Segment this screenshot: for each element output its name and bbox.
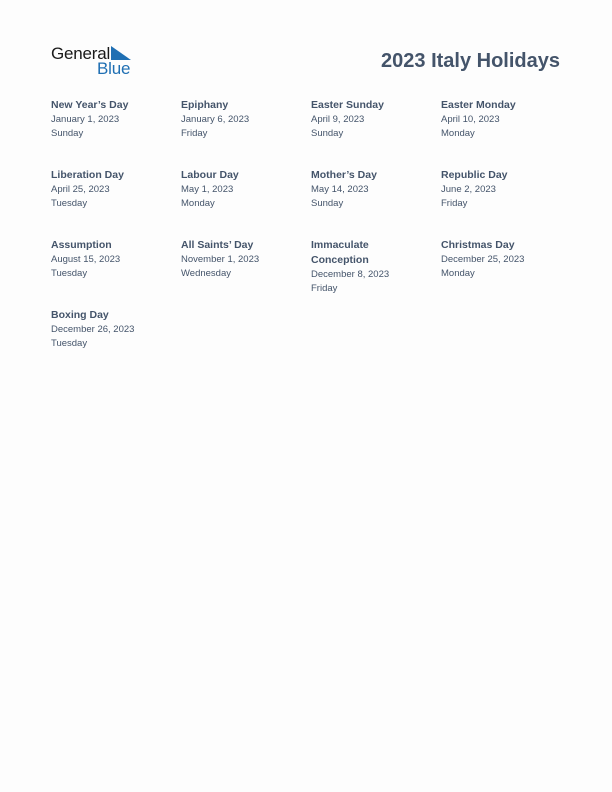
holiday-weekday: Friday [181,128,208,139]
holiday-name: All Saints’ Day [181,239,254,251]
holiday-weekday: Monday [181,198,215,209]
holiday-item [181,238,311,308]
holiday-date: April 9, 2023 [311,114,365,125]
holiday-name: Easter Sunday [311,99,384,111]
holiday-date: April 25, 2023 [51,184,110,195]
holiday-name: Liberation Day [51,169,124,181]
holiday-item [441,98,571,168]
holiday-item [311,98,441,168]
holiday-date: June 2, 2023 [441,184,496,195]
holiday-date: April 10, 2023 [441,114,500,125]
holiday-item [51,308,181,378]
holiday-item [441,238,571,308]
holiday-item [51,238,181,308]
holiday-date: August 15, 2023 [51,254,121,265]
logo-word-blue: Blue [97,59,131,78]
holiday-item [441,168,571,238]
holiday-date: January 1, 2023 [51,114,120,125]
holiday-name: Mother’s Day [311,169,377,181]
holiday-item [51,168,181,238]
holiday-weekday: Tuesday [51,198,88,209]
holiday-name: Boxing Day [51,309,109,321]
holiday-item [181,98,311,168]
holiday-item [181,168,311,238]
logo-word-general: General [51,44,111,63]
holiday-date: January 6, 2023 [181,114,250,125]
holiday-item [311,168,441,238]
holiday-name: Republic Day [441,169,508,181]
holiday-weekday: Friday [311,283,338,294]
holiday-name: Easter Monday [441,99,516,111]
holiday-date: May 1, 2023 [181,184,234,195]
holiday-weekday: Friday [441,198,468,209]
page-title: 2023 Italy Holidays [381,50,560,72]
holiday-grid [51,98,571,378]
holiday-name: Immaculate Conception [311,239,369,266]
holiday-name: Labour Day [181,169,239,181]
generalblue-logo [50,44,140,78]
holiday-weekday: Sunday [311,198,344,209]
holiday-weekday: Sunday [311,128,344,139]
holiday-weekday: Monday [441,128,475,139]
holiday-date: December 8, 2023 [311,269,390,280]
holiday-weekday: Tuesday [51,338,88,349]
holiday-weekday: Wednesday [181,268,231,279]
holiday-item [51,98,181,168]
holiday-name: Christmas Day [441,239,515,251]
holiday-weekday: Tuesday [51,268,88,279]
holiday-name: Assumption [51,239,112,251]
holiday-date: May 14, 2023 [311,184,369,195]
holiday-item [311,238,441,308]
holiday-date: December 26, 2023 [51,324,135,335]
holiday-name: New Year’s Day [51,99,129,111]
holiday-date: December 25, 2023 [441,254,525,265]
holiday-name: Epiphany [181,99,229,111]
holiday-weekday: Monday [441,268,475,279]
holiday-date: November 1, 2023 [181,254,260,265]
logo-triangle-icon [111,46,131,60]
holiday-weekday: Sunday [51,128,84,139]
